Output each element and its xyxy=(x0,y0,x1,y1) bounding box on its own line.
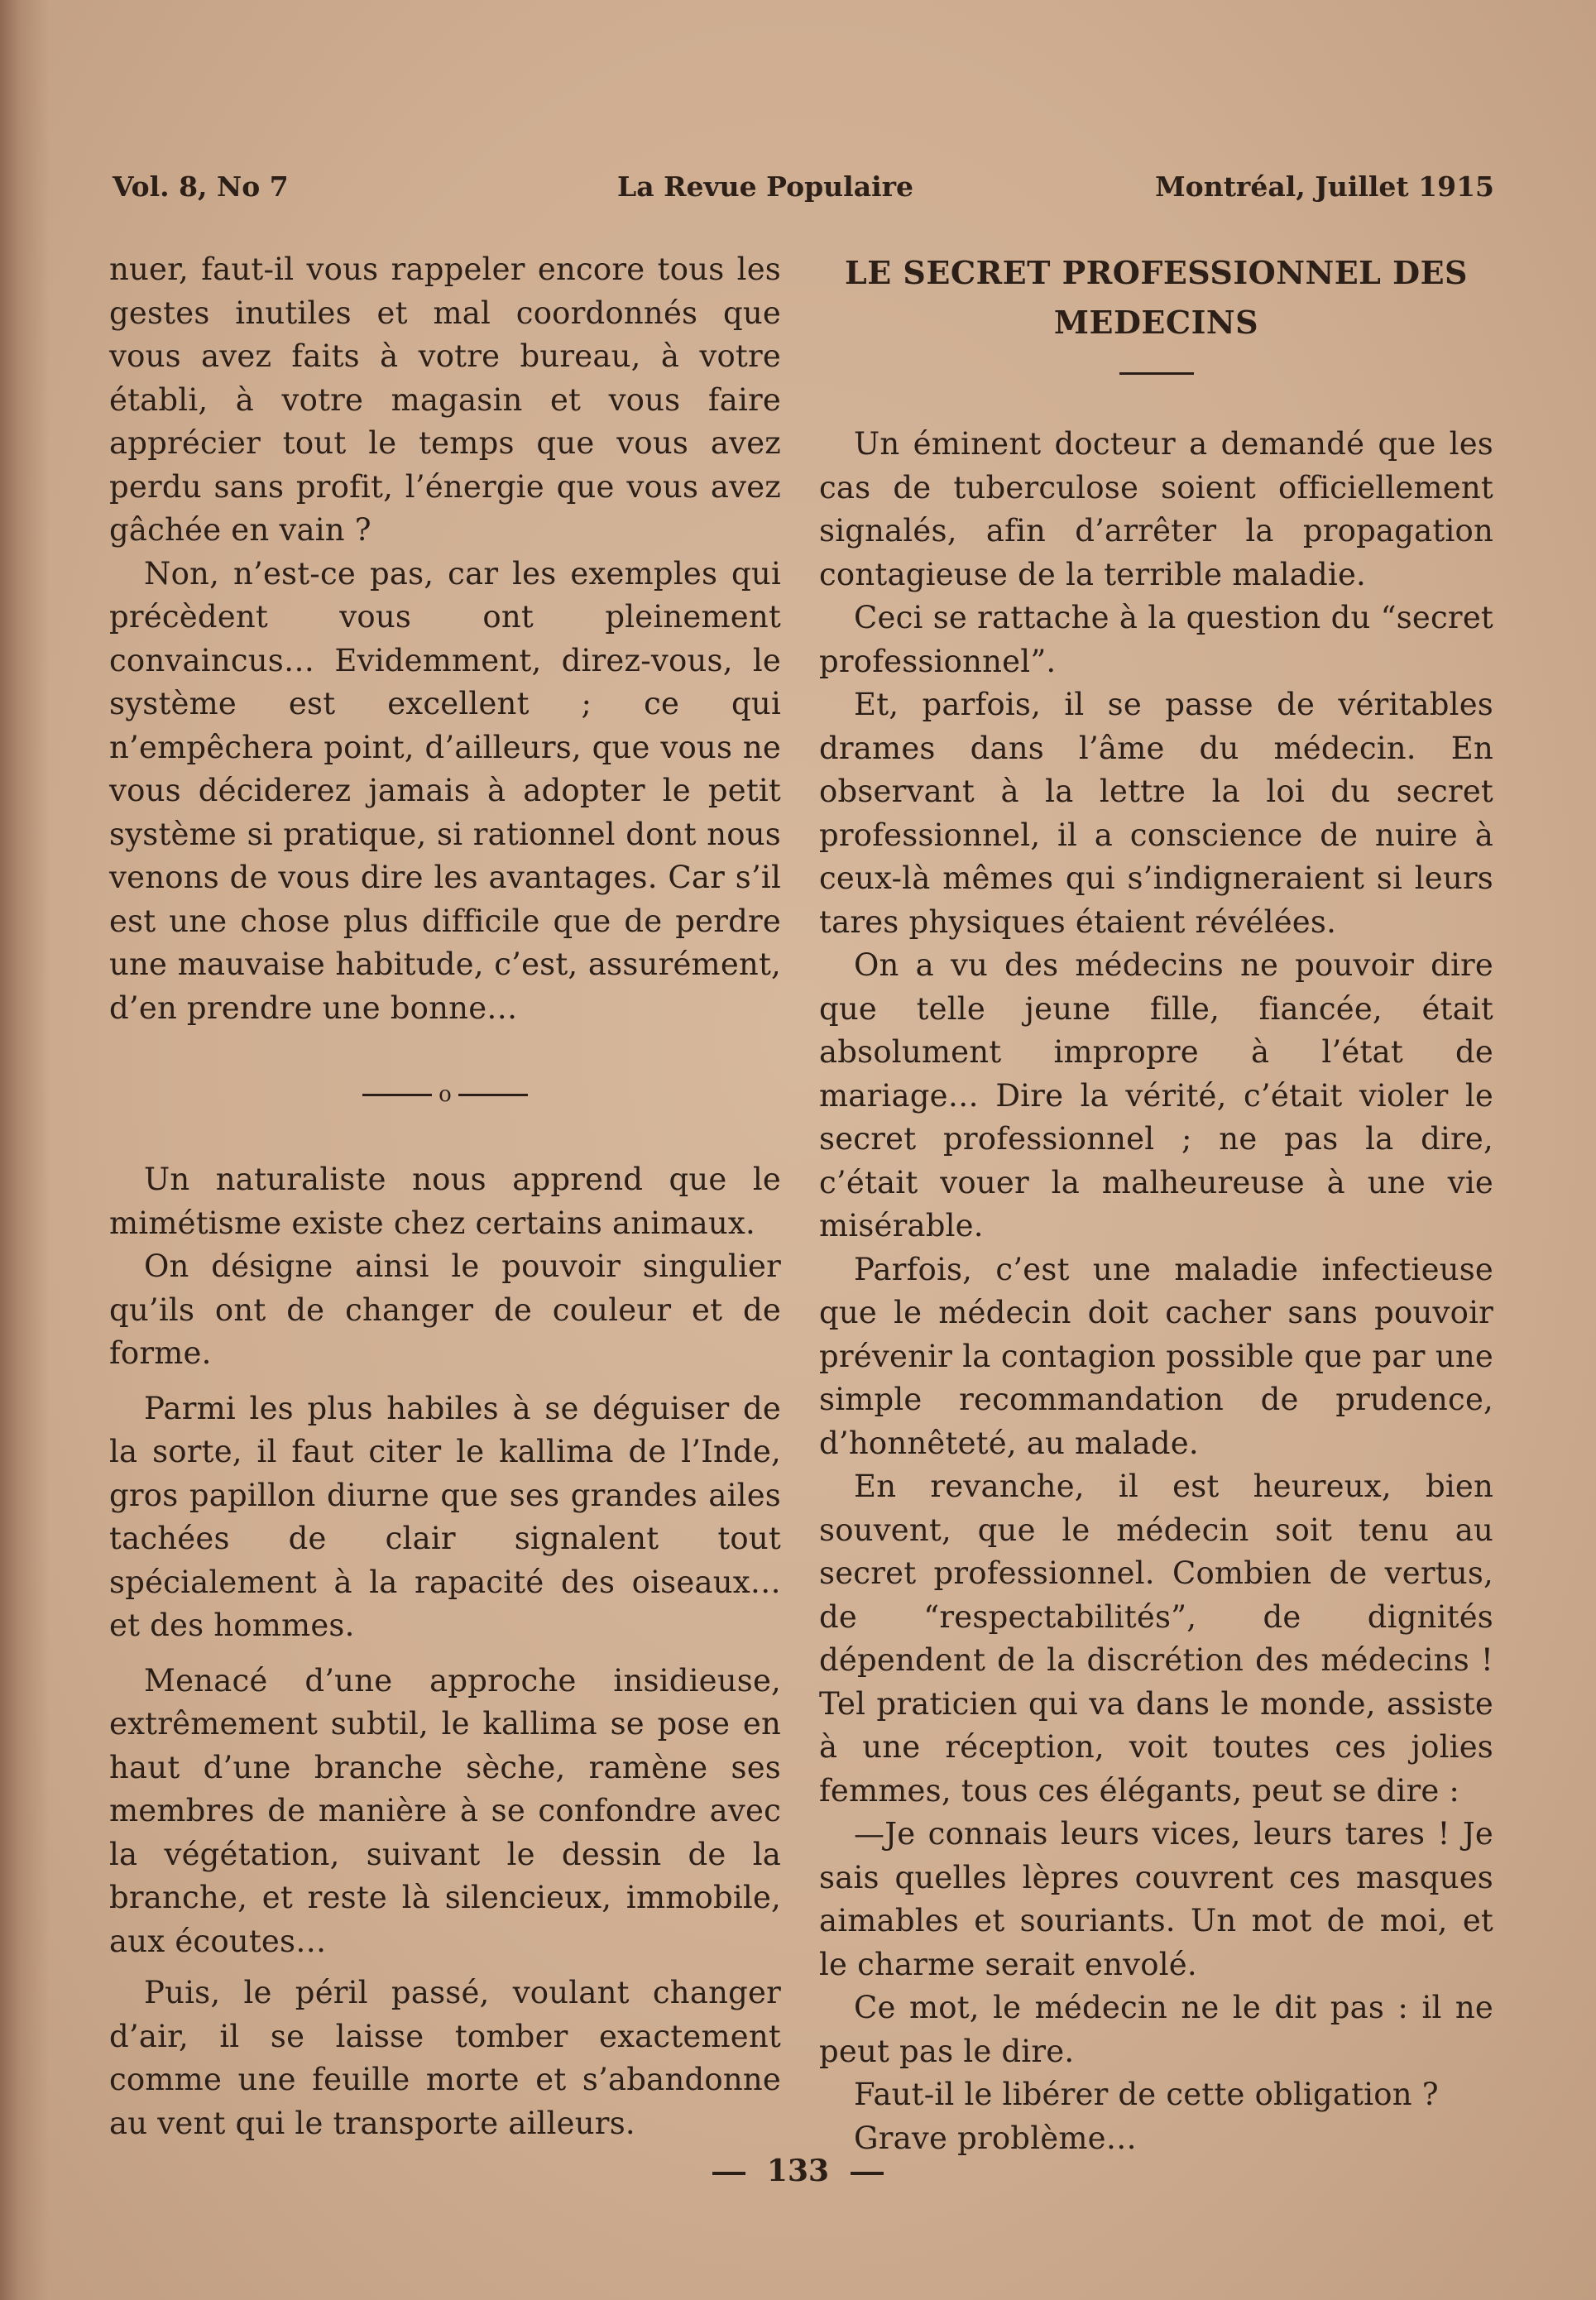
page-folio xyxy=(0,2154,1596,2188)
paragraph: —Je connais leurs vices, leurs tares ! Je sais quelles lèpres couvrent ces masques aimables et souriants. Un mot de moi, et le charme serait envolé. xyxy=(819,1816,1493,1982)
paragraph: Non, n’est-ce pas, car les exemples qui précèdent vous ont pleinement convaincus… Evidemment, direz-vous, le système est excellent ; ce qui n’empêchera point, d’ailleurs, que vous ne vous déciderez jamais à adopter le petit système si pratique, si rationnel dont nous venons de vous dire les avantages. Car s’il est une chose plus difficile que de perdre une mauvaise habitude, c’est, assurément, d’en prendre une bonne… xyxy=(109,555,781,1026)
separator-mark: o xyxy=(439,1082,452,1107)
separator-dash xyxy=(362,1094,432,1096)
section-separator xyxy=(109,1081,781,1107)
binding-gutter xyxy=(0,0,50,2300)
left-column xyxy=(109,248,781,2145)
paragraph: Grave problème… xyxy=(854,2120,1137,2156)
paragraph: Ce mot, le médecin ne le dit pas : il ne peut pas le dire. xyxy=(819,1990,1493,2069)
paragraph: Un éminent docteur a demandé que les cas de tuberculose soient officiellement signalés, afin d’arrêter la propagation contagieuse de la terrible maladie. xyxy=(819,426,1493,592)
paragraph: Un naturaliste nous apprend que le mimétisme existe chez certains animaux. xyxy=(109,1162,781,1241)
paragraph: Parmi les plus habiles à se déguiser de la sorte, il faut citer le kallima de l’Inde, gros papillon diurne que ses grandes ailes tachées de clair signalent tout spécialement à la rapacité des oiseaux… et des hommes. xyxy=(109,1390,781,1643)
paragraph: On a vu des médecins ne pouvoir dire que telle jeune fille, fiancée, était absolument impropre à l’état de mariage… Dire la vérité, c’était violer le secret professionnel ; ne pas la dire, c’était vouer la malheureuse à une vie misérable. xyxy=(819,947,1493,1243)
title-rule xyxy=(1119,372,1194,375)
paragraph: On désigne ainsi le pouvoir singulier qu’ils ont de changer de couleur et de forme. xyxy=(109,1248,781,1371)
separator-dash xyxy=(458,1094,528,1096)
paragraph: Puis, le péril passé, voulant changer d’air, il se laisse tomber exactement comme une feuille morte et s’abandonne au vent qui le transporte ailleurs. xyxy=(109,1975,781,2141)
paragraph: Parfois, c’est une maladie infectieuse que le médecin doit cacher sans pouvoir prévenir la contagion possible que par une simple recommandation de prudence, d’honnêteté, au malade. xyxy=(819,1251,1493,1461)
article-title: LE SECRET PROFESSIONNEL DES MEDECINS xyxy=(845,254,1468,341)
paragraph: nuer, faut-il vous rappeler encore tous les gestes inutiles et mal coordonnés que vous avez faits à votre bureau, à votre établi, à votre magasin et vous faire apprécier tout le temps que vous avez perdu sans profit, l’énergie que vous avez gâchée en vain ? xyxy=(109,252,781,548)
running-header xyxy=(113,170,1494,212)
paragraph: Ceci se rattache à la question du “secret professionnel”. xyxy=(819,600,1493,679)
folio-dash xyxy=(712,2172,745,2175)
paragraph: Et, parfois, il se passe de véritables drames dans l’âme du médecin. En observant à la lettre la loi du secret professionnel, il a conscience de nuire à ceux-là mêmes qui s’indigneraient si leurs tares physiques étaient révélées. xyxy=(819,687,1493,940)
place-date: Montréal, Juillet 1915 xyxy=(1155,170,1494,203)
paragraph: Menacé d’une approche insidieuse, extrêmement subtil, le kallima se pose en haut d’une branche sèche, ramène ses membres de manière à se confondre avec la végétation, suivant le dessin de la branche, et reste là silencieux, immobile, aux écoutes… xyxy=(109,1662,781,1959)
folio-dash xyxy=(851,2172,884,2175)
paragraph: En revanche, il est heureux, bien souvent, que le médecin soit tenu au secret professionnel. Combien de vertus, de “respectabilités”, de dignités dépendent de la discrétion des médecins ! Tel praticien qui va dans le monde, assiste à une réception, voit toutes ces jolies femmes, tous ces élégants, peut se dire : xyxy=(819,1469,1493,1809)
paragraph: Faut-il le libérer de cette obligation ? xyxy=(854,2077,1439,2112)
right-column xyxy=(819,248,1493,2160)
page-number: 133 xyxy=(766,2154,830,2188)
volume-number: Vol. 8, No 7 xyxy=(113,170,289,203)
journal-name: La Revue Populaire xyxy=(617,170,913,203)
